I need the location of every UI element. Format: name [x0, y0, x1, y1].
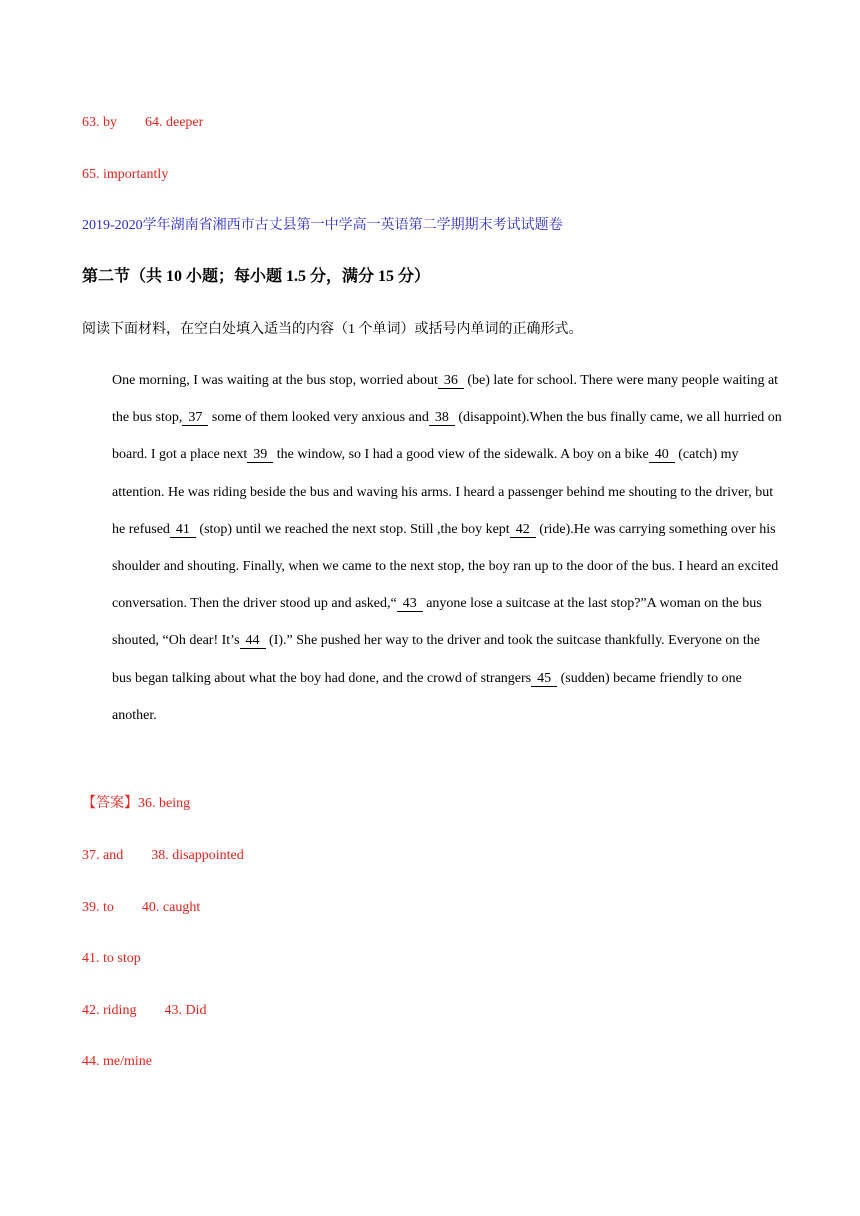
passage-text: some of them looked very anxious and — [208, 410, 429, 426]
answer-line-41 — [82, 950, 141, 968]
answer-40: 40. caught — [141, 900, 201, 915]
passage-text: (ride).He was carrying something over his shoulder and shouting. Finally, when we came to the next stop, the boy ran up to the door of the bus. I heard an excited conversation. Then the driver stood up and asked,“ — [112, 521, 779, 612]
passage-text: anyone lose a suitcase at the last stop?”A woman on the bus shouted, “Oh dear! It’s — [112, 596, 762, 649]
answer-65: 65. importantly — [82, 167, 169, 182]
blank-45: 45 — [531, 671, 557, 687]
answer-38: 38. disappointed — [151, 848, 244, 863]
answer-43: 43. Did — [164, 1003, 207, 1018]
answer-line-44 — [82, 1053, 152, 1071]
answer-line-42-43 — [82, 1002, 206, 1020]
blank-39: 39 — [247, 447, 273, 463]
answer-line-65 — [82, 166, 168, 184]
answer-line-63-64 — [82, 114, 203, 132]
blank-42: 42 — [510, 522, 536, 538]
answer-36: 36. being — [138, 796, 191, 811]
answer-42: 42. riding — [82, 1003, 137, 1018]
answer-line-39-40 — [82, 899, 200, 917]
blank-40: 40 — [649, 447, 675, 463]
blank-38: 38 — [429, 410, 455, 426]
blank-43: 43 — [397, 596, 423, 612]
passage-text: (catch) my attention. He was riding beside the bus and waving his arms. I heard a passenger behind me shouting to the driver, but he refused — [112, 447, 774, 537]
passage-text: (be) late for school. There were many people waiting at the bus stop, — [112, 373, 779, 426]
answer-line-37-38 — [82, 847, 244, 865]
passage-text: (stop) until we reached the next stop. Still ,the boy kept — [195, 521, 510, 537]
passage-text: One morning, I was waiting at the bus stop, worried about — [112, 373, 438, 388]
blank-41: 41 — [170, 522, 196, 538]
answer-41: 41. to stop — [82, 951, 141, 966]
blank-36: 36 — [438, 373, 464, 389]
answer-37: 37. and — [82, 848, 124, 863]
answer-44: 44. me/mine — [82, 1054, 152, 1069]
passage-text: the window, so I had a good view of the sidewalk. A boy on a bike — [273, 447, 649, 463]
cloze-passage — [82, 362, 782, 734]
answer-39: 39. to — [82, 900, 114, 915]
answer-line-36 — [82, 795, 190, 813]
blank-37: 37 — [182, 410, 208, 426]
answer-label: 【答案】 — [82, 796, 138, 811]
answer-63: 63. by — [82, 115, 117, 130]
section-heading: 第二节（共 10 小题；每小题 1.5 分，满分 15 分） — [82, 268, 431, 285]
instructions: 阅读下面材料，在空白处填入适当的内容（1 个单词）或括号内单词的正确形式。 — [82, 322, 583, 337]
passage-text: (sudden) became friendly to one another. — [112, 670, 742, 723]
passage-text: (I).” She pushed her way to the driver and took the suitcase thankfully. Everyone on the bus began talking about what the boy had done, and the crowd of strangers — [112, 633, 760, 686]
answer-64: 64. deeper — [145, 115, 204, 130]
blank-44: 44 — [240, 633, 266, 649]
source-title: 2019-2020学年湖南省湘西市古丈县第一中学高一英语第二学期期末考试试题卷 — [82, 218, 563, 233]
passage-text: (disappoint).When the bus finally came, we all hurried on board. I got a place next — [112, 410, 782, 463]
